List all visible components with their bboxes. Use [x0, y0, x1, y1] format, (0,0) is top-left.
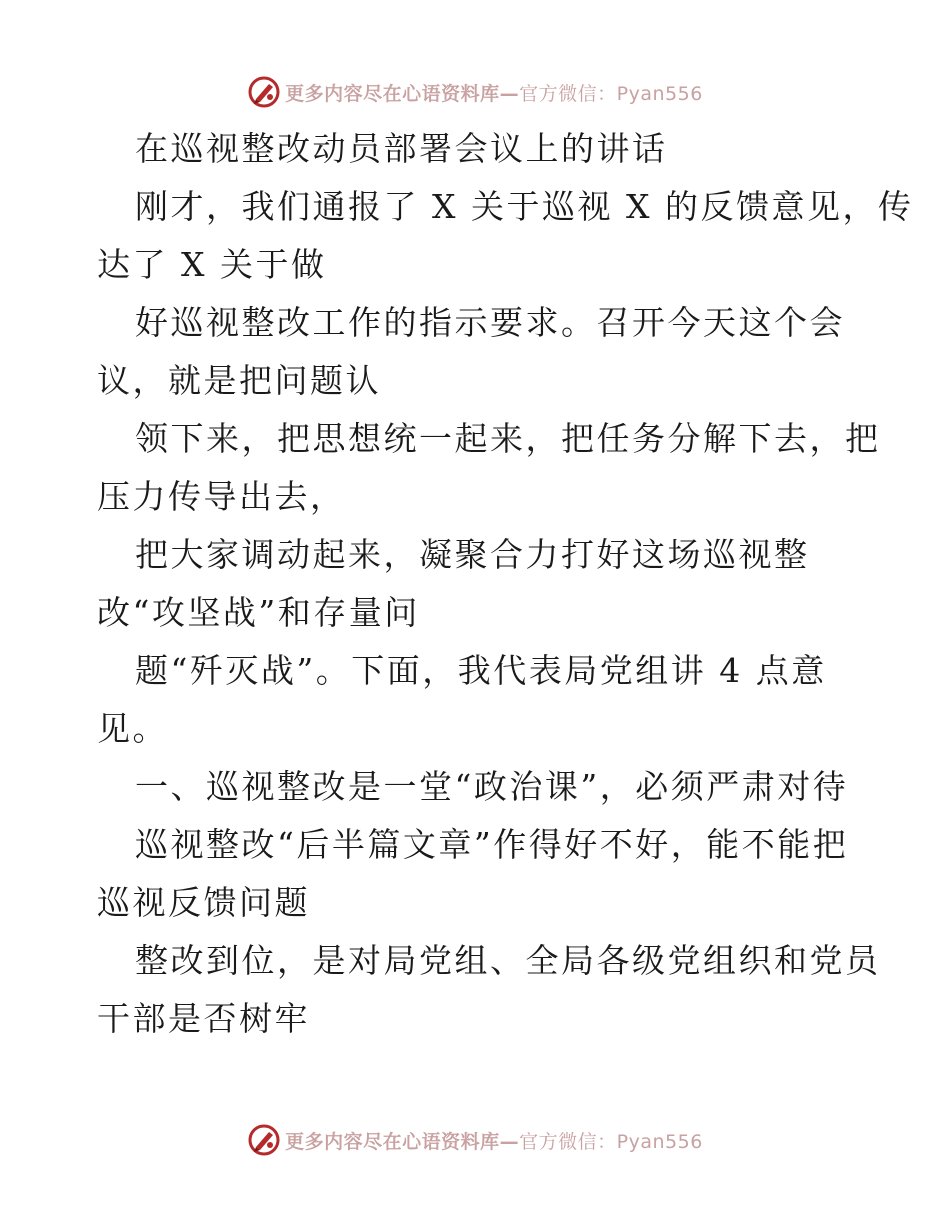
paragraph-line: 见。 [97, 709, 168, 748]
watermark-contact: 官方微信：Pyan556 [519, 82, 703, 105]
paragraph-line: 领下来，把思想统一起来，把任务分解下去，把 [135, 419, 881, 458]
paragraph-line: 把大家调动起来，凝聚合力打好这场巡视整 [135, 535, 810, 574]
paragraph-line: 议，就是把问题认 [97, 361, 381, 400]
paragraph-line: 巡视反馈问题 [97, 883, 310, 922]
paragraph-line: 好巡视整改工作的指示要求。召开今天这个会 [135, 303, 845, 342]
watermark-contact: 官方微信：Pyan556 [519, 1130, 703, 1153]
document-title: 在巡视整改动员部署会议上的讲话 [135, 129, 668, 168]
pen-logo-icon [247, 1123, 281, 1157]
watermark-text [285, 1127, 703, 1154]
paragraph-line: 压力传导出去， [97, 477, 346, 516]
footer-watermark [0, 1118, 950, 1162]
paragraph-line: 干部是否树牢 [97, 999, 310, 1038]
paragraph-line: 题“歼灭战”。下面，我代表局党组讲 4 点意 [135, 651, 827, 690]
watermark-title: 更多内容尽在心语资料库— [285, 82, 520, 105]
paragraph-line: 达了 X 关于做 [97, 245, 327, 284]
watermark-title: 更多内容尽在心语资料库— [285, 1130, 520, 1153]
paragraph-line: 刚才，我们通报了 X 关于巡视 X 的反馈意见，传 [135, 187, 914, 226]
paragraph-line: 改“攻坚战”和存量问 [97, 593, 420, 632]
paragraph-line: 巡视整改“后半篇文章”作得好不好，能不能把 [135, 825, 849, 864]
paragraph-line: 整改到位，是对局党组、全局各级党组织和党员 [135, 941, 881, 980]
section-heading: 一、巡视整改是一堂“政治课”，必须严肃对待 [135, 767, 849, 806]
